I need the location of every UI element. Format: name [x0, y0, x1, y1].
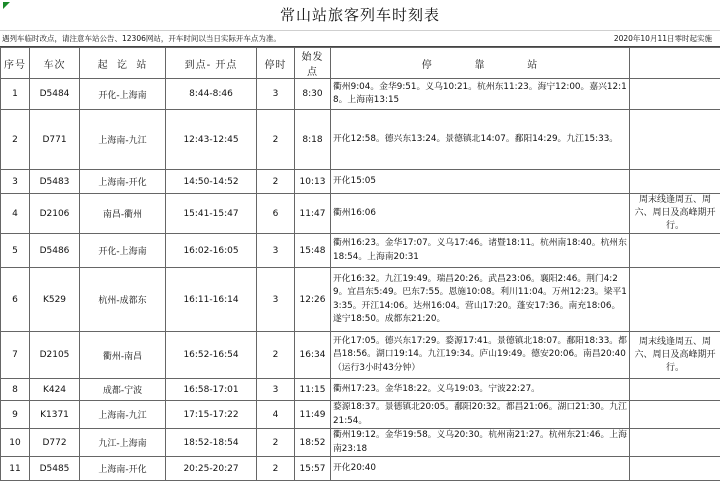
stations-cell: 衢州16:23。金华17:07。义乌17:46。诸暨18:11。杭州南18:40。杭州东18:54。上海南20:31	[331, 234, 630, 268]
stations-cell: 衢州17:23。金华18:22。义乌19:03。宁波22:27。	[331, 379, 630, 401]
row-number: 8	[1, 379, 30, 401]
table-row	[1, 457, 720, 481]
col-header-train: 车次	[30, 48, 80, 79]
arrive-depart-cell: 16:11-16:14	[166, 268, 257, 332]
origin-depart-cell: 15:48	[295, 234, 331, 268]
notice-text: 遇列车临时改点，请注意车站公告、12306网站，开车时间以当日实际开车点为准。	[2, 33, 281, 44]
table-row	[1, 429, 720, 457]
arrive-depart-cell: 20:25-20:27	[166, 457, 257, 481]
table-row	[1, 194, 720, 234]
train-number: K424	[30, 379, 80, 401]
col-header-depart: 始发点	[295, 48, 331, 79]
train-number: D2105	[30, 332, 80, 379]
page-title	[0, 0, 720, 31]
train-number: D5486	[30, 234, 80, 268]
stations-cell: 衢州9:04。金华9:51。义乌10:21。杭州东11:23。海宁12:00。嘉兴12:18。上海南13:15	[331, 79, 630, 110]
train-number: D772	[30, 429, 80, 457]
route-cell: 上海南-开化	[80, 457, 166, 481]
origin-depart-cell: 10:13	[295, 170, 331, 194]
train-number: D2106	[30, 194, 80, 234]
table-row	[1, 268, 720, 332]
origin-depart-cell: 12:26	[295, 268, 331, 332]
train-number: D5484	[30, 79, 80, 110]
row-number: 5	[1, 234, 30, 268]
stations-cell: 婺源18:37。景德镇北20:05。鄱阳20:32。都昌21:06。湖口21:30。九江21:54。	[331, 401, 630, 429]
remark-cell	[630, 110, 720, 170]
cell-marker-icon	[3, 2, 10, 9]
remark-cell	[630, 429, 720, 457]
col-header-times: 到点- 开点	[166, 48, 257, 79]
arrive-depart-cell: 17:15-17:22	[166, 401, 257, 429]
origin-depart-cell: 18:52	[295, 429, 331, 457]
row-number: 6	[1, 268, 30, 332]
route-cell: 杭州-成都东	[80, 268, 166, 332]
page-title-text: 常山站旅客列车时刻表	[280, 6, 440, 24]
row-number: 10	[1, 429, 30, 457]
route-cell: 九江-上海南	[80, 429, 166, 457]
stop-minutes-cell: 6	[257, 194, 295, 234]
remark-cell	[630, 234, 720, 268]
stop-minutes-cell: 2	[257, 457, 295, 481]
stations-cell: 衢州16:06	[331, 194, 630, 234]
remark-cell: 周末线逢周五、周六、周日及高峰期开行。	[630, 332, 720, 379]
notice-bar	[0, 31, 720, 47]
stations-cell: 开化12:58。德兴东13:24。景德镇北14:07。鄱阳14:29。九江15:33。	[331, 110, 630, 170]
remark-cell	[630, 379, 720, 401]
stop-minutes-cell: 3	[257, 79, 295, 110]
origin-depart-cell: 11:49	[295, 401, 331, 429]
route-cell: 成都-宁波	[80, 379, 166, 401]
effective-date: 2020年10月11日零时起实施	[614, 33, 712, 44]
header-row	[1, 48, 720, 79]
remark-cell	[630, 170, 720, 194]
origin-depart-cell: 8:18	[295, 110, 331, 170]
table-row	[1, 110, 720, 170]
stop-minutes-cell: 2	[257, 429, 295, 457]
table-row	[1, 234, 720, 268]
arrive-depart-cell: 16:02-16:05	[166, 234, 257, 268]
col-header-route: 起 讫 站	[80, 48, 166, 79]
row-number: 9	[1, 401, 30, 429]
remark-cell	[630, 79, 720, 110]
stop-minutes-cell: 3	[257, 379, 295, 401]
row-number: 3	[1, 170, 30, 194]
col-header-no: 序号	[1, 48, 30, 79]
arrive-depart-cell: 8:44-8:46	[166, 79, 257, 110]
origin-depart-cell: 11:47	[295, 194, 331, 234]
stop-minutes-cell: 3	[257, 234, 295, 268]
route-cell: 衢州-南昌	[80, 332, 166, 379]
route-cell: 上海南-九江	[80, 401, 166, 429]
stop-minutes-cell: 2	[257, 332, 295, 379]
arrive-depart-cell: 16:58-17:01	[166, 379, 257, 401]
stations-cell: 开化17:05。德兴东17:29。婺源17:41。景德镇北18:07。鄱阳18:33。都昌18:56。湖口19:14。九江19:34。庐山19:49。德安20:06。南昌20:40（运行3小时43分钟）	[331, 332, 630, 379]
route-cell: 上海南-开化	[80, 170, 166, 194]
row-number: 1	[1, 79, 30, 110]
col-header-stations: 停 靠 站	[331, 48, 630, 79]
remark-cell	[630, 268, 720, 332]
arrive-depart-cell: 12:43-12:45	[166, 110, 257, 170]
row-number: 11	[1, 457, 30, 481]
origin-depart-cell: 11:15	[295, 379, 331, 401]
stations-cell: 开化20:40	[331, 457, 630, 481]
stop-minutes-cell: 2	[257, 110, 295, 170]
origin-depart-cell: 16:34	[295, 332, 331, 379]
table-row	[1, 170, 720, 194]
col-header-stop: 停时	[257, 48, 295, 79]
train-number: D5485	[30, 457, 80, 481]
route-cell: 上海南-九江	[80, 110, 166, 170]
arrive-depart-cell: 14:50-14:52	[166, 170, 257, 194]
origin-depart-cell: 8:30	[295, 79, 331, 110]
train-number: D5483	[30, 170, 80, 194]
table-row	[1, 379, 720, 401]
remark-cell: 周末线逢周五、周六、周日及高峰期开行。	[630, 194, 720, 234]
train-number: K1371	[30, 401, 80, 429]
table-row	[1, 332, 720, 379]
arrive-depart-cell: 16:52-16:54	[166, 332, 257, 379]
train-number: K529	[30, 268, 80, 332]
table-row	[1, 79, 720, 110]
route-cell: 开化-上海南	[80, 79, 166, 110]
stations-cell: 开化15:05	[331, 170, 630, 194]
stop-minutes-cell: 2	[257, 170, 295, 194]
row-number: 7	[1, 332, 30, 379]
arrive-depart-cell: 15:41-15:47	[166, 194, 257, 234]
origin-depart-cell: 15:57	[295, 457, 331, 481]
stop-minutes-cell: 3	[257, 268, 295, 332]
row-number: 2	[1, 110, 30, 170]
arrive-depart-cell: 18:52-18:54	[166, 429, 257, 457]
stop-minutes-cell: 4	[257, 401, 295, 429]
stations-cell: 开化16:32。九江19:49。瑞昌20:26。武昌23:06。襄阳2:46。荆门4:29。宜昌东5:49。巴东7:55。恩施10:08。利川11:04。万州12:23。梁平13:35。开江14:06。达州16:04。营山17:20。蓬安17:36。南充18:06。遂宁18:50。成都东21:20。	[331, 268, 630, 332]
remark-cell	[630, 457, 720, 481]
route-cell: 开化-上海南	[80, 234, 166, 268]
remark-cell	[630, 401, 720, 429]
train-number: D771	[30, 110, 80, 170]
stations-cell: 衢州19:12。金华19:58。义乌20:30。杭州南21:27。杭州东21:46。上海南23:18	[331, 429, 630, 457]
row-number: 4	[1, 194, 30, 234]
route-cell: 南昌-衢州	[80, 194, 166, 234]
timetable	[0, 47, 720, 481]
col-header-note	[630, 48, 720, 79]
table-row	[1, 401, 720, 429]
